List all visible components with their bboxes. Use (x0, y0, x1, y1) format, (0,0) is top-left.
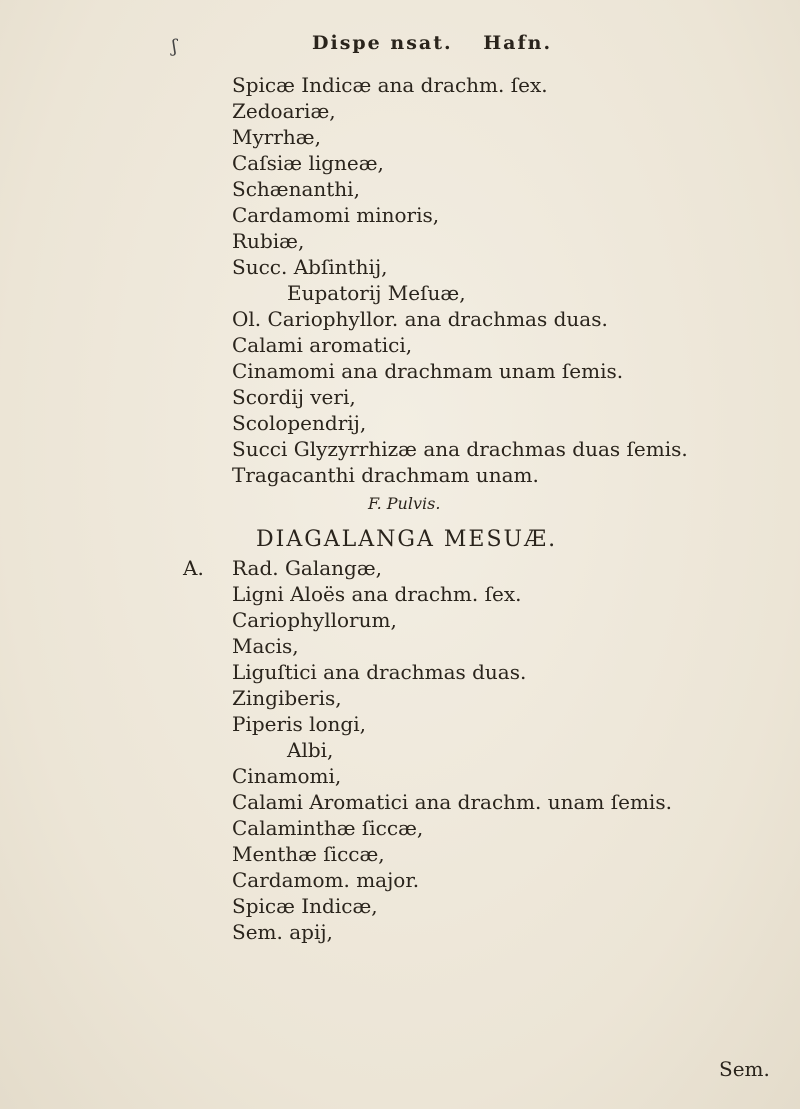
section-marker: A. (183, 556, 204, 580)
recipe-line: Succ. Abſinthij, (232, 255, 388, 279)
recipe-line: Myrrhæ, (232, 125, 321, 149)
recipe-line: Macis, (232, 634, 299, 658)
recipe-line: Scolopendrij, (232, 411, 367, 435)
section-title: DIAGALANGA MESUÆ. (256, 527, 558, 552)
recipe-line: Spicæ Indicæ ana drachm. ſex. (232, 73, 548, 97)
recipe-line: Succi Glyzyrrhizæ ana drachmas duas ſemis. (232, 437, 688, 461)
recipe-line: Eupatorij Meſuæ, (287, 281, 466, 305)
recipe-line: Rubiæ, (232, 229, 305, 253)
recipe-line: Zingiberis, (232, 686, 342, 710)
recipe-line: Menthæ ſiccæ, (232, 842, 385, 866)
recipe-line: Cardamomi minoris, (232, 203, 440, 227)
catchword: Sem. (719, 1057, 770, 1081)
recipe-line: Schænanthi, (232, 177, 360, 201)
recipe-line: Cinamomi ana drachmam unam ſemis. (232, 359, 624, 383)
recipe-instruction: F. Pulvis. (368, 494, 441, 513)
recipe-line: Caſsiæ ligneæ, (232, 151, 384, 175)
recipe-line: Sem. apij, (232, 920, 333, 944)
recipe-line: Tragacanthi drachmam unam. (232, 463, 539, 487)
recipe-line: Liguſtici ana drachmas duas. (232, 660, 527, 684)
recipe-line: Cinamomi, (232, 764, 342, 788)
recipe-line: Cardamom. major. (232, 868, 420, 892)
recipe-line: Scordij veri, (232, 385, 356, 409)
page-corner-mark: ʃ (172, 36, 179, 57)
recipe-line: Rad. Galangæ, (232, 556, 383, 580)
recipe-line: Ol. Cariophyllor. ana drachmas duas. (232, 307, 608, 331)
recipe-line: Calami aromatici, (232, 333, 413, 357)
recipe-line: Spicæ Indicæ, (232, 894, 378, 918)
recipe-line: Calami Aromatici ana drachm. unam ſemis. (232, 790, 672, 814)
header-word-1: Dispe (312, 32, 382, 54)
recipe-line: Calaminthæ ſiccæ, (232, 816, 424, 840)
recipe-line: Piperis longi, (232, 712, 366, 736)
recipe-line: Ligni Aloës ana drachm. ſex. (232, 582, 522, 606)
recipe-line: Zedoariæ, (232, 99, 336, 123)
recipe-line: Cariophyllorum, (232, 608, 397, 632)
header-word-2: nsat. (390, 32, 453, 54)
recipe-line: Albi, (287, 738, 334, 762)
running-header (172, 32, 553, 57)
header-word-3: Hafn. (483, 32, 553, 54)
